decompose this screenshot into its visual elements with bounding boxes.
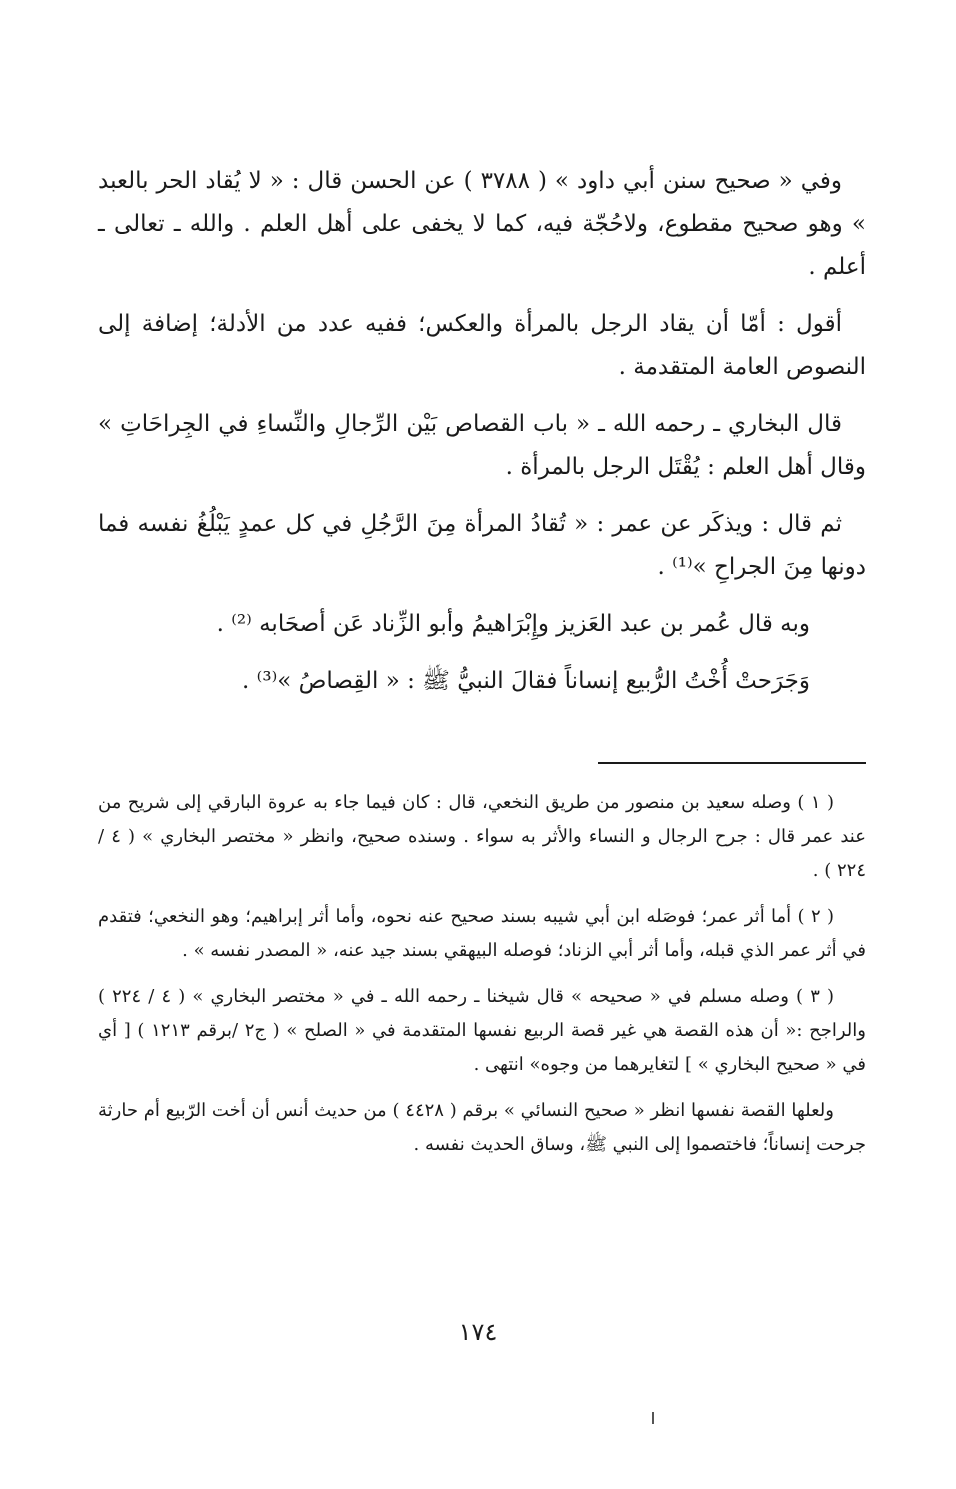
- page-number: ١٧٤: [458, 1318, 498, 1346]
- paragraph-umar-bin-abdulaziz: وبه قال عُمر بن عبد العَزيز وإِبْرَاهيمُ وأبو الزِّناد عَن أصحَابه ⁽²⁾ .: [216, 611, 810, 637]
- paragraph-abu-dawud: وفي « صحيح سنن أبي داود » ( ٣٧٨٨ ) عن الحسن قال : « لا يُقاد الحر بالعبد » وهو صحيح مقطوع، ولاحُجّة فيه، كما لا يخفى على أهل العلم . والله ـ تعالى ـ أعلم .: [98, 168, 866, 280]
- paragraph-umar-athar: ثم قال : ويذكَر عن عمر : « تُقادُ المرأة مِنَ الرَّجُلِ في كل عمدٍ يَبْلُغُ نفسه فما دونها مِنَ الجراحِ »⁽¹⁾ .: [98, 511, 866, 580]
- scan-mark: [652, 1412, 654, 1424]
- footnotes-block: [98, 786, 866, 1174]
- footnote-3: ( ٣ ) وصله مسلم في « صحيحه » قال شيخنا ـ رحمه الله ـ في « مختصر البخاري » ( ٤ / ٢٢٤ ) والراجح :« أن هذه القصة هي غير قصة الربيع نفسها المتقدمة في « الصلح » ( ج٢ /برقم ١٢١٣ ) [ أي في « صحيح البخاري » ] لتغايرهما من وجوه» انتهى .: [98, 986, 866, 1075]
- footnote-3-continued: ولعلها القصة نفسها انظر « صحيح النسائي » برقم ( ٤٤٢٨ ) من حديث أنس أن أخت الرّبيع أم حارثة جرحت إنساناً؛ فاختصموا إلى النبي ﷺ، وساق الحديث نفسه .: [98, 1100, 866, 1155]
- footnote-1: ( ١ ) وصله سعيد بن منصور من طريق النخعي، قال : كان فيما جاء به عروة البارقي إلى شريح من عند عمر قال : جرح الرجال و النساء والأثر به سواء . وسنده صحيح، وانظر « مختصر البخاري » ( ٤ / ٢٢٤ ) .: [98, 792, 866, 881]
- paragraph-bukhari-bab: قال البخاري ـ رحمه الله ـ « باب القصاص بَيْن الرِّجالِ والنِّساءِ في الجِراحَاتِ » وقال أهل العلم : يُقْتَل الرجل بالمرأة .: [98, 411, 866, 480]
- paragraph-aqul: أقول : أمّا أن يقاد الرجل بالمرأة والعكس؛ ففيه عدد من الأدلة؛ إضافة إلى النصوص العامة المتقدمة .: [98, 311, 866, 380]
- footnote-2: ( ٢ ) أما أثر عمر؛ فوصَله ابن أبي شيبه بسند صحيح عنه نحوه، وأما أثر إبراهيم؛ وهو النخعي؛ فتقدم في أثر عمر الذي قبله، وأما أثر أبي الزناد؛ فوصله البيهقي بسند جيد عنه، « المصدر نفسه » .: [98, 906, 866, 961]
- footnote-divider: [598, 762, 866, 764]
- main-text-block: [98, 160, 866, 717]
- paragraph-rubayyi: وَجَرَحتْ أُخْتُ الرُّبيع إنساناً فقالَ النبيُّ ﷺ : « القِصاصُ »⁽³⁾ .: [242, 668, 810, 694]
